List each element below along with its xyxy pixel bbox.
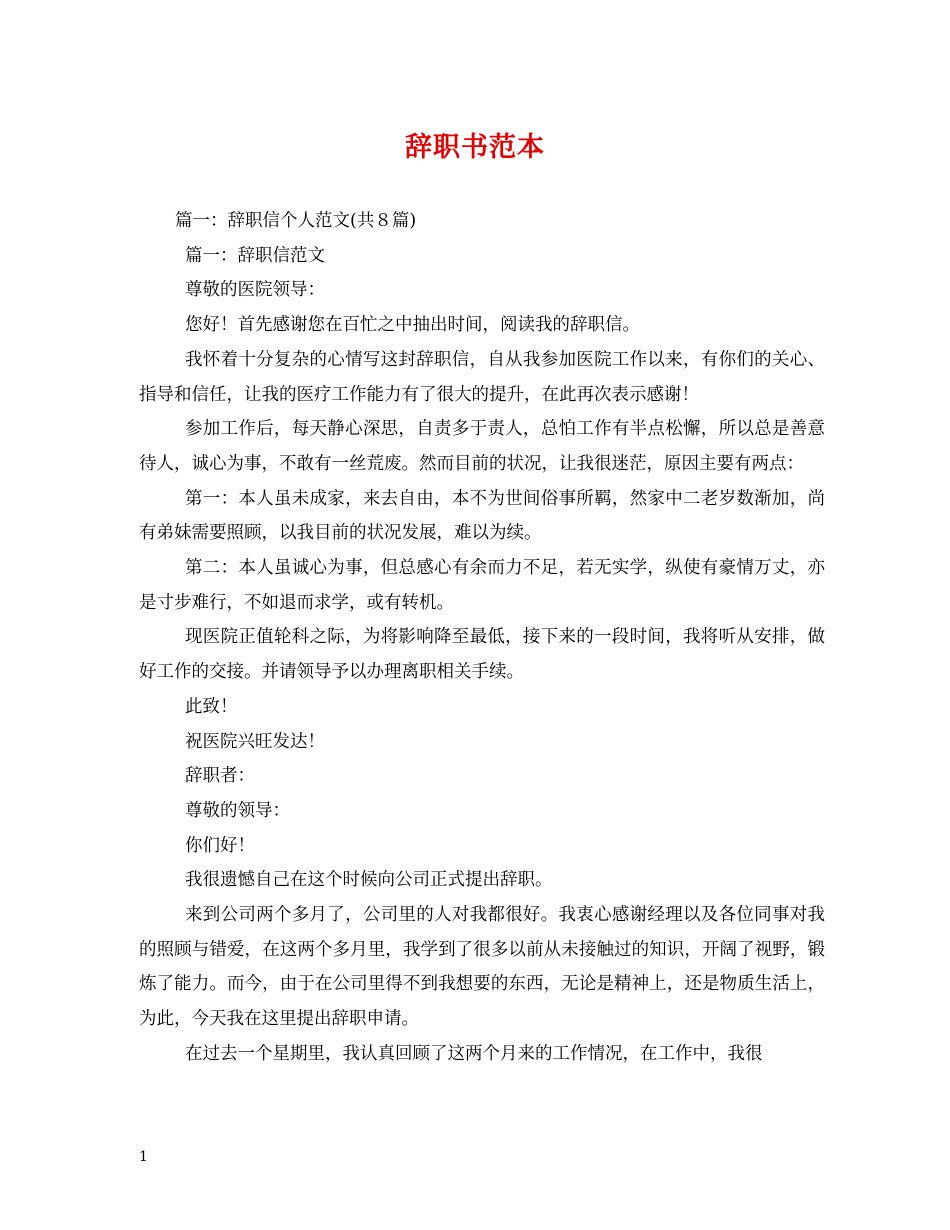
paragraph-body: 我很遗憾自己在这个时候向公司正式提出辞职。	[185, 870, 553, 891]
paragraph-closing: 祝医院兴旺发达！	[185, 731, 325, 752]
paragraph-closing: 此致！	[185, 696, 238, 717]
paragraph-body: 来到公司两个多月了，公司里的人对我都很好。我衷心感谢经理以及各位同事对我的照顾与错爱，在这两个多月里，我学到了很多以前从未接触过的知识，开阔了视野，锻炼了能力。而今，由于在公司里得不到我想要的东西，无论是精神上，还是物质生活上，为此，今天我在这里提出辞职申请。	[139, 905, 825, 1030]
paragraph-body: 我怀着十分复杂的心情写这封辞职信，自从我参加医院工作以来，有你们的关心、指导和信任，让我的医疗工作能力有了很大的提升，在此再次表示感谢！	[139, 349, 825, 405]
page-number: 1	[139, 1149, 148, 1165]
paragraph-greeting: 您好！首先感谢您在百忙之中抽出时间，阅读我的辞职信。	[185, 315, 640, 336]
paragraph-body: 第二：本人虽诚心为事，但总感心有余而力不足，若无实学，纵使有豪情万丈，亦是寸步难行，不如退而求学，或有转机。	[139, 558, 825, 613]
paragraph-body: 在过去一个星期里，我认真回顾了这两个月来的工作情况，在工作中，我很	[185, 1043, 763, 1064]
document-body	[139, 204, 825, 1072]
paragraph-body: 现医院正值轮科之际，为将影响降至最低，接下来的一段时间，我将听从安排，做好工作的交接。并请领导予以办理离职相关手续。	[139, 627, 825, 683]
paragraph-greeting: 你们好！	[185, 835, 255, 856]
paragraph-section-heading: 篇一：辞职信范文	[185, 245, 325, 266]
paragraph-signature: 辞职者：	[185, 766, 255, 787]
paragraph-salutation: 尊敬的医院领导：	[185, 280, 325, 301]
paragraph-body: 参加工作后，每天静心深思，自责多于责人，总怕工作有半点松懈，所以总是善意待人，诚心为事，不敢有一丝荒废。然而目前的状况，让我很迷茫，原因主要有两点：	[139, 419, 825, 474]
paragraph-body: 第一：本人虽未成家，来去自由，本不为世间俗事所羁，然家中二老岁数渐加，尚有弟妹需要照顾，以我目前的状况发展，难以为续。	[139, 488, 825, 544]
document-title: 辞职书范本	[405, 132, 545, 163]
paragraph-collection-heading: 篇一：辞职信个人范文(共８篇)	[175, 211, 417, 231]
paragraph-salutation: 尊敬的领导：	[185, 800, 290, 821]
